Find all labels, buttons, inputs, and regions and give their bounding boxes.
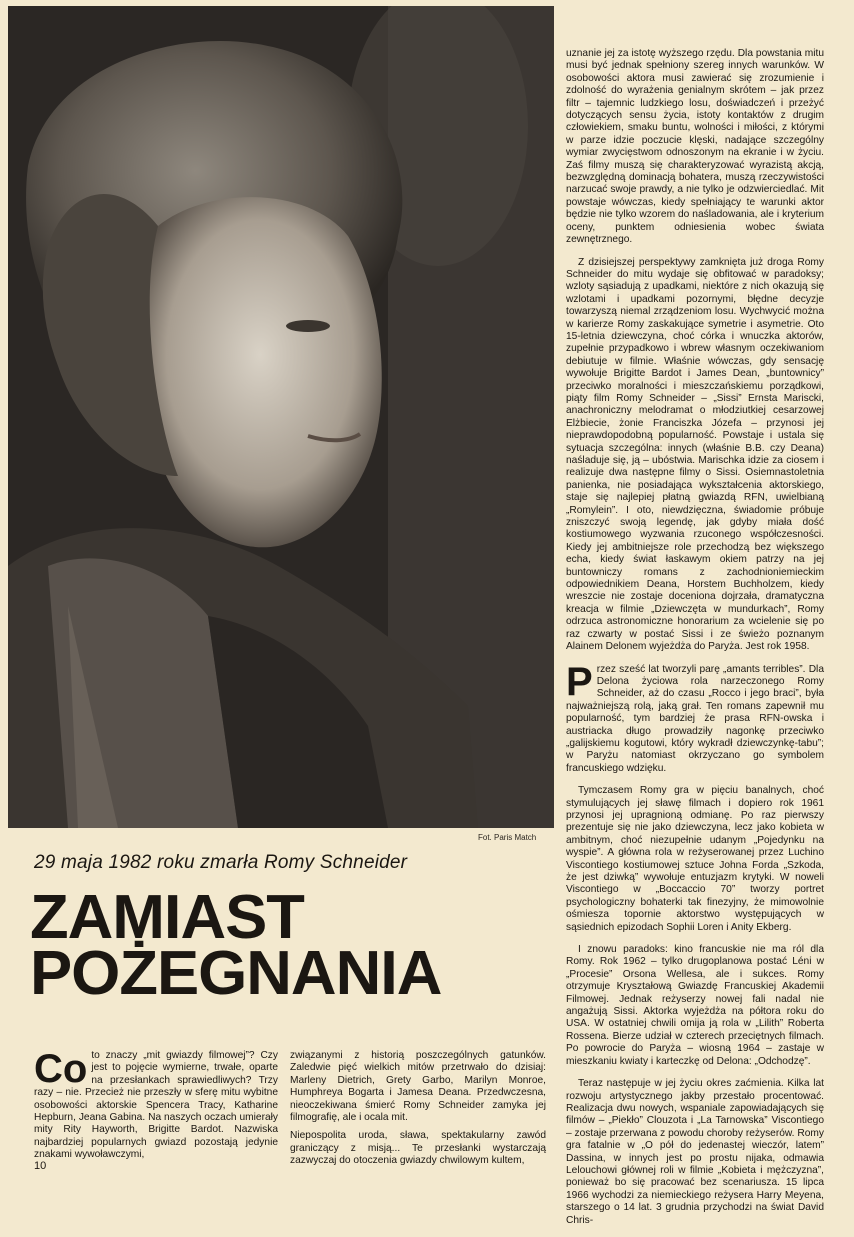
headline-line-2: POŻEGNANIA <box>30 939 442 1008</box>
column-text: to znaczy „mit gwiazdy filmowej”? Czy jest to pojęcie wymierne, trwałe, oparte na przesłankach sprawiedliwych? Trzy razy – nie. Przecież nie przeszły w sferę mitu wybitne osobowości aktorskie Spencera Tracy, Katharine Hepburn, Jeana Gabina. Na naszych oczach umierały mity Rity Hayworth, Brigitte Bardot. Nazwiska najbardziej popularnych gwiazd pozostają jedynie znakami wywoławczymi, <box>34 1050 278 1161</box>
paragraph: uznanie jej za istotę wyższego rzędu. Dla powstania mitu musi być jednak spełniony szereg innych warunków. W osobowości aktora musi zawierać się zrozumienie i zdolność do wyrażenia genialnym skrótem – jak przez filtr – tajemnic ludzkiego losu, doświadczeń i przeżyć dotyczących sensu życia, istoty kontaktów z drugim człowiekiem, smaku buntu, wolności i miłości, z którymi w parze idzie poczucie klęski, nadające szczególny wymiar zwycięstwom odnoszonym na ekranie i w życiu. Zaś filmy muszą się charakteryzować wyrazistą akcją, bezwzględną dominacją bohatera, muszą rzeczywistości narzucać swoje prawdy, a nie tylko je odzwierciedlać. Mit powstaje wówczas, kiedy spełniający te warunki aktor będzie nie tylko wzorem do naśladowania, ale i kryterium oceny, punktem odniesienia wobec świata zewnętrznego. <box>566 48 824 246</box>
article-column-middle <box>290 1050 546 1174</box>
headline-line-1: ZAMIAST <box>30 883 304 952</box>
portrait-photo <box>8 6 554 828</box>
article-column-right <box>566 48 824 1237</box>
photo-credit: Fot. Paris Match <box>478 833 537 842</box>
paragraph-with-dropcap <box>566 659 824 776</box>
paragraph: I znowu paradoks: kino francuskie nie ma ról dla Romy. Rok 1962 – tylko drugoplanowa postać Léni w „Procesie” Orsona Wellesa, ale i sukces. Romy otrzymuje Kryształową Gwiazdę Francuskiej Akademii Filmowej. Jednak reżyserzy nowej fali nadal nie angażują Sissi. Aktorka wyjeżdża na półtora roku do USA. W ostatniej chwili omija ją rola w „Lilith” Roberta Rossena. Bierze udział w czterech przeciętnych filmach. Po powrocie do Paryża – wiosną 1964 – zastaje w mieszkaniu kwiaty i karteczkę od Delona: „Odchodzę”. <box>566 944 824 1067</box>
paragraph: Z dzisiejszej perspektywy zamknięta już droga Romy Schneider do mitu wydaje się obfitować w paradoksy; wzloty sąsiadują z upadkami, niektóre z nich okazują się wzlotami i upadkami pozornymi, błędne decyzje towarzyszą niemal zrządzeniom losu. Wychwycić można w karierze Romy zaskakujące symetrie i asymetrie. Oto 15-letnia dziewczyna, choć córka i wnuczka aktorów, zupełnie przypadkowo i wbrew własnym oczekiwaniom debiutuje w filmie. Właśnie wówczas, gdy sensację wywołuje Brigitte Bardot i James Dean, „buntownicy” przeciwko moralności i mieszczańskiemu porządkowi, piąty film Romy Schneider – „Sissi” Ernsta Mariscki, anachroniczny melodramat o młodziutkiej cesarzowej Elżbiecie, żonie Franciszka Józefa – przynosi jej nieprawdopodobną popularność. Powstaje i ustala się sytuacja szczególna: innych (właśnie B.B. czy Deana) naśladuje się, ją – ubóstwia. Marischka idzie za ciosem i realizuje dwa następne filmy o Sissi. Osiemnastoletnia panienka, nie posiadająca wykształcenia aktorskiego, staje się najlepiej płatną gwiazdą RFN, uwielbianą „Romylein”. I oto, niewdzięczna, świadomie próbuje zniszczyć swoją legendę, jak gdyby miała dość kostiumowego wyzwania rzuconego współczesności. Kiedy jej ambitniejsze role przechodzą bez większego echa, kiedy świat łaskawym okiem patrzy na jej buntowniczy romans z zachodnioniemieckim odpowiednikiem Deana, Horstem Buchholzem, kiedy wreszcie nie zostaje doceniona dojrzała, dramatyczna kreacja w filmie „Dziewczęta w mundurkach”, Romy odrzuca astronomiczne honorarium za wcielenie się po raz czwarty w postać Sissi i ze świeżo poznanym Alainem Delonem wyjeżdża do Paryża. Jest rok 1958. <box>566 256 824 653</box>
paragraph: związanymi z historią poszczególnych gatunków. Zaledwie pięć wielkich mitów przetrwało do dzisiaj: Marleny Dietrich, Grety Garbo, Marilyn Monroe, Humphreya Bogarta i Jamesa Deana. Przedwczesna, nieoczekiwana śmierć Romy Schneider zamyka jej filmografię, ale i ocala mit. <box>290 1050 546 1124</box>
article-column-left <box>34 1047 278 1162</box>
paragraph: Niepospolita uroda, sława, spektakularny zawód graniczący z misją... Te przesłanki wystarczają zazwyczaj do otoczenia gwiazdy chwilowym kultem, <box>290 1130 546 1167</box>
dropcap: Co <box>34 1047 88 1091</box>
dropcap: P <box>566 659 593 704</box>
paragraph: Tymczasem Romy gra w pięciu banalnych, choć stymulujących jej sławę filmach i dopiero rok 1961 przynosi jej upragnioną odmianę. Po raz pierwszy prezentuje się nie jako dziewczyna, lecz jako kobieta w ambitnym, choć niezupełnie udanym „Pojedynku na wyspie”. A główna rola w reżyserowanej przez Luchino Viscontiego kostiumowej sztuce Johna Forda „Szkoda, że jest dziwką” wywołuje entuzjazm krytyki. W noweli Viscontiego w „Boccaccio 70” tworzy portret psychologiczny bohaterki tak finezyjny, że mimowolnie ośmiesza topornie aktorstwo występujących w sąsiednich epizodach Sophii Loren i Anity Ekberg. <box>566 785 824 933</box>
article-headline <box>30 883 540 1008</box>
page-number: 10 <box>34 1160 47 1172</box>
paragraph-text: rzez sześć lat tworzyli parę „amants terribles”. Dla Delona życiowa rola narzeczonego Romy Schneider, aż do czasu „Rocco i jego braci”, była najważniejszą rolą, jaką grał. Ten romans zapewnił mu popularność, tym bardziej że prasa RFN-owska i austriacka długo prowadziły nagonkę przeciwko „galijskiemu kogutowi, który wykradł dziewczynkę-tabu”; w Paryżu natomiast okrzyczano go symbolem francuskiego wdzięku. <box>566 663 824 774</box>
article-subtitle: 29 maja 1982 roku zmarła Romy Schneider <box>34 852 408 873</box>
paragraph: Teraz następuje w jej życiu okres zaćmienia. Kilka lat rozwoju artystycznego jakby przestało procentować. Realizacja dwu nowych, wspaniale zapowiadających się filmów – „Piekło” Clouzota i „La Tarnowska” Viscontiego – zostaje przerwana z powodu choroby reżyserów. Romy gra fatalnie w „O pół do jedenastej wieczór, latem” Dassina, w innych jest po prostu nijaka, odmawia Lelouchowi głównej roli w filmie „Kobieta i mężczyzna”, ponieważ bo się pracować bez scenariusza. 15 lipca 1966 wychodzi za niemieckiego reżysera Harry Meyena, starszego o 14 lat. 3 grudnia przychodzi na świat David Chris- <box>566 1078 824 1226</box>
portrait-illustration <box>8 6 554 828</box>
